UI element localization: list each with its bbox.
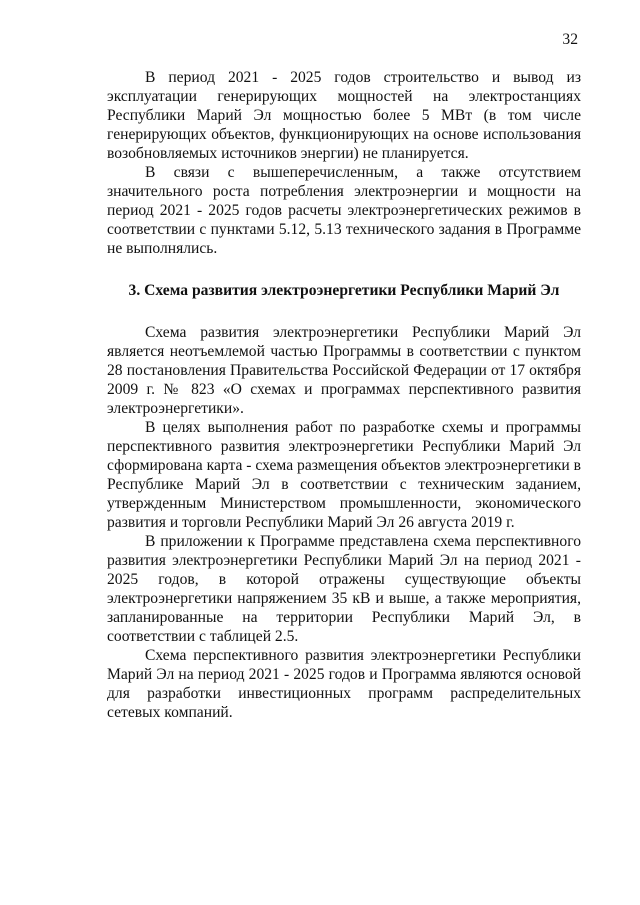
page-number: 32: [562, 31, 578, 48]
paragraph: В связи с вышеперечисленным, а также отсутствием значительного роста потребления электроэнергии и мощности на период 2021 - 2025 годов расчеты электроэнергетических режимов в соответствии с пунктами 5.12, 5.13 технического задания в Программе не выполнялись.: [107, 164, 581, 257]
paragraph: В приложении к Программе представлена схема перспективного развития электроэнергетики Республики Марий Эл на период 2021 - 2025 годов, в которой отражены существующие объекты электроэнергетики напряжением 35 кВ и выше, а также мероприятия, запланированные на территории Республики Марий Эл, в соответствии с таблицей 2.5.: [107, 533, 581, 645]
section-heading: 3. Схема развития электроэнергетики Республики Марий Эл: [128, 282, 560, 299]
paragraph: Схема развития электроэнергетики Республики Марий Эл является неотъемлемой частью Программы в соответствии с пунктом 28 постановления Правительства Российской Федерации от 17 октября 2009 г. № 823 «О схемах и программах перспективного развития электроэнергетики».: [107, 324, 581, 417]
document-body: [107, 68, 581, 722]
paragraph: В целях выполнения работ по разработке схемы и программы перспективного развития электроэнергетики Республики Марий Эл сформирована карта - схема размещения объектов электроэнергетики в Республике Марий Эл в соответствии с техническим заданием, утвержденным Министерством промышленности, экономического развития и торговли Республики Марий Эл 26 августа 2019 г.: [107, 419, 582, 531]
paragraph: В период 2021 - 2025 годов строительство и вывод из эксплуатации генерирующих мощностей на электростанциях Республики Марий Эл мощностью более 5 МВт (в том числе генерирующих объектов, функционирующих на основе использования возобновляемых источников энергии) не планируется.: [107, 69, 581, 162]
paragraph: Схема перспективного развития электроэнергетики Республики Марий Эл на период 2021 - 2025 годов и Программа являются основой для разработки инвестиционных программ распределительных сетевых компаний.: [107, 647, 581, 721]
